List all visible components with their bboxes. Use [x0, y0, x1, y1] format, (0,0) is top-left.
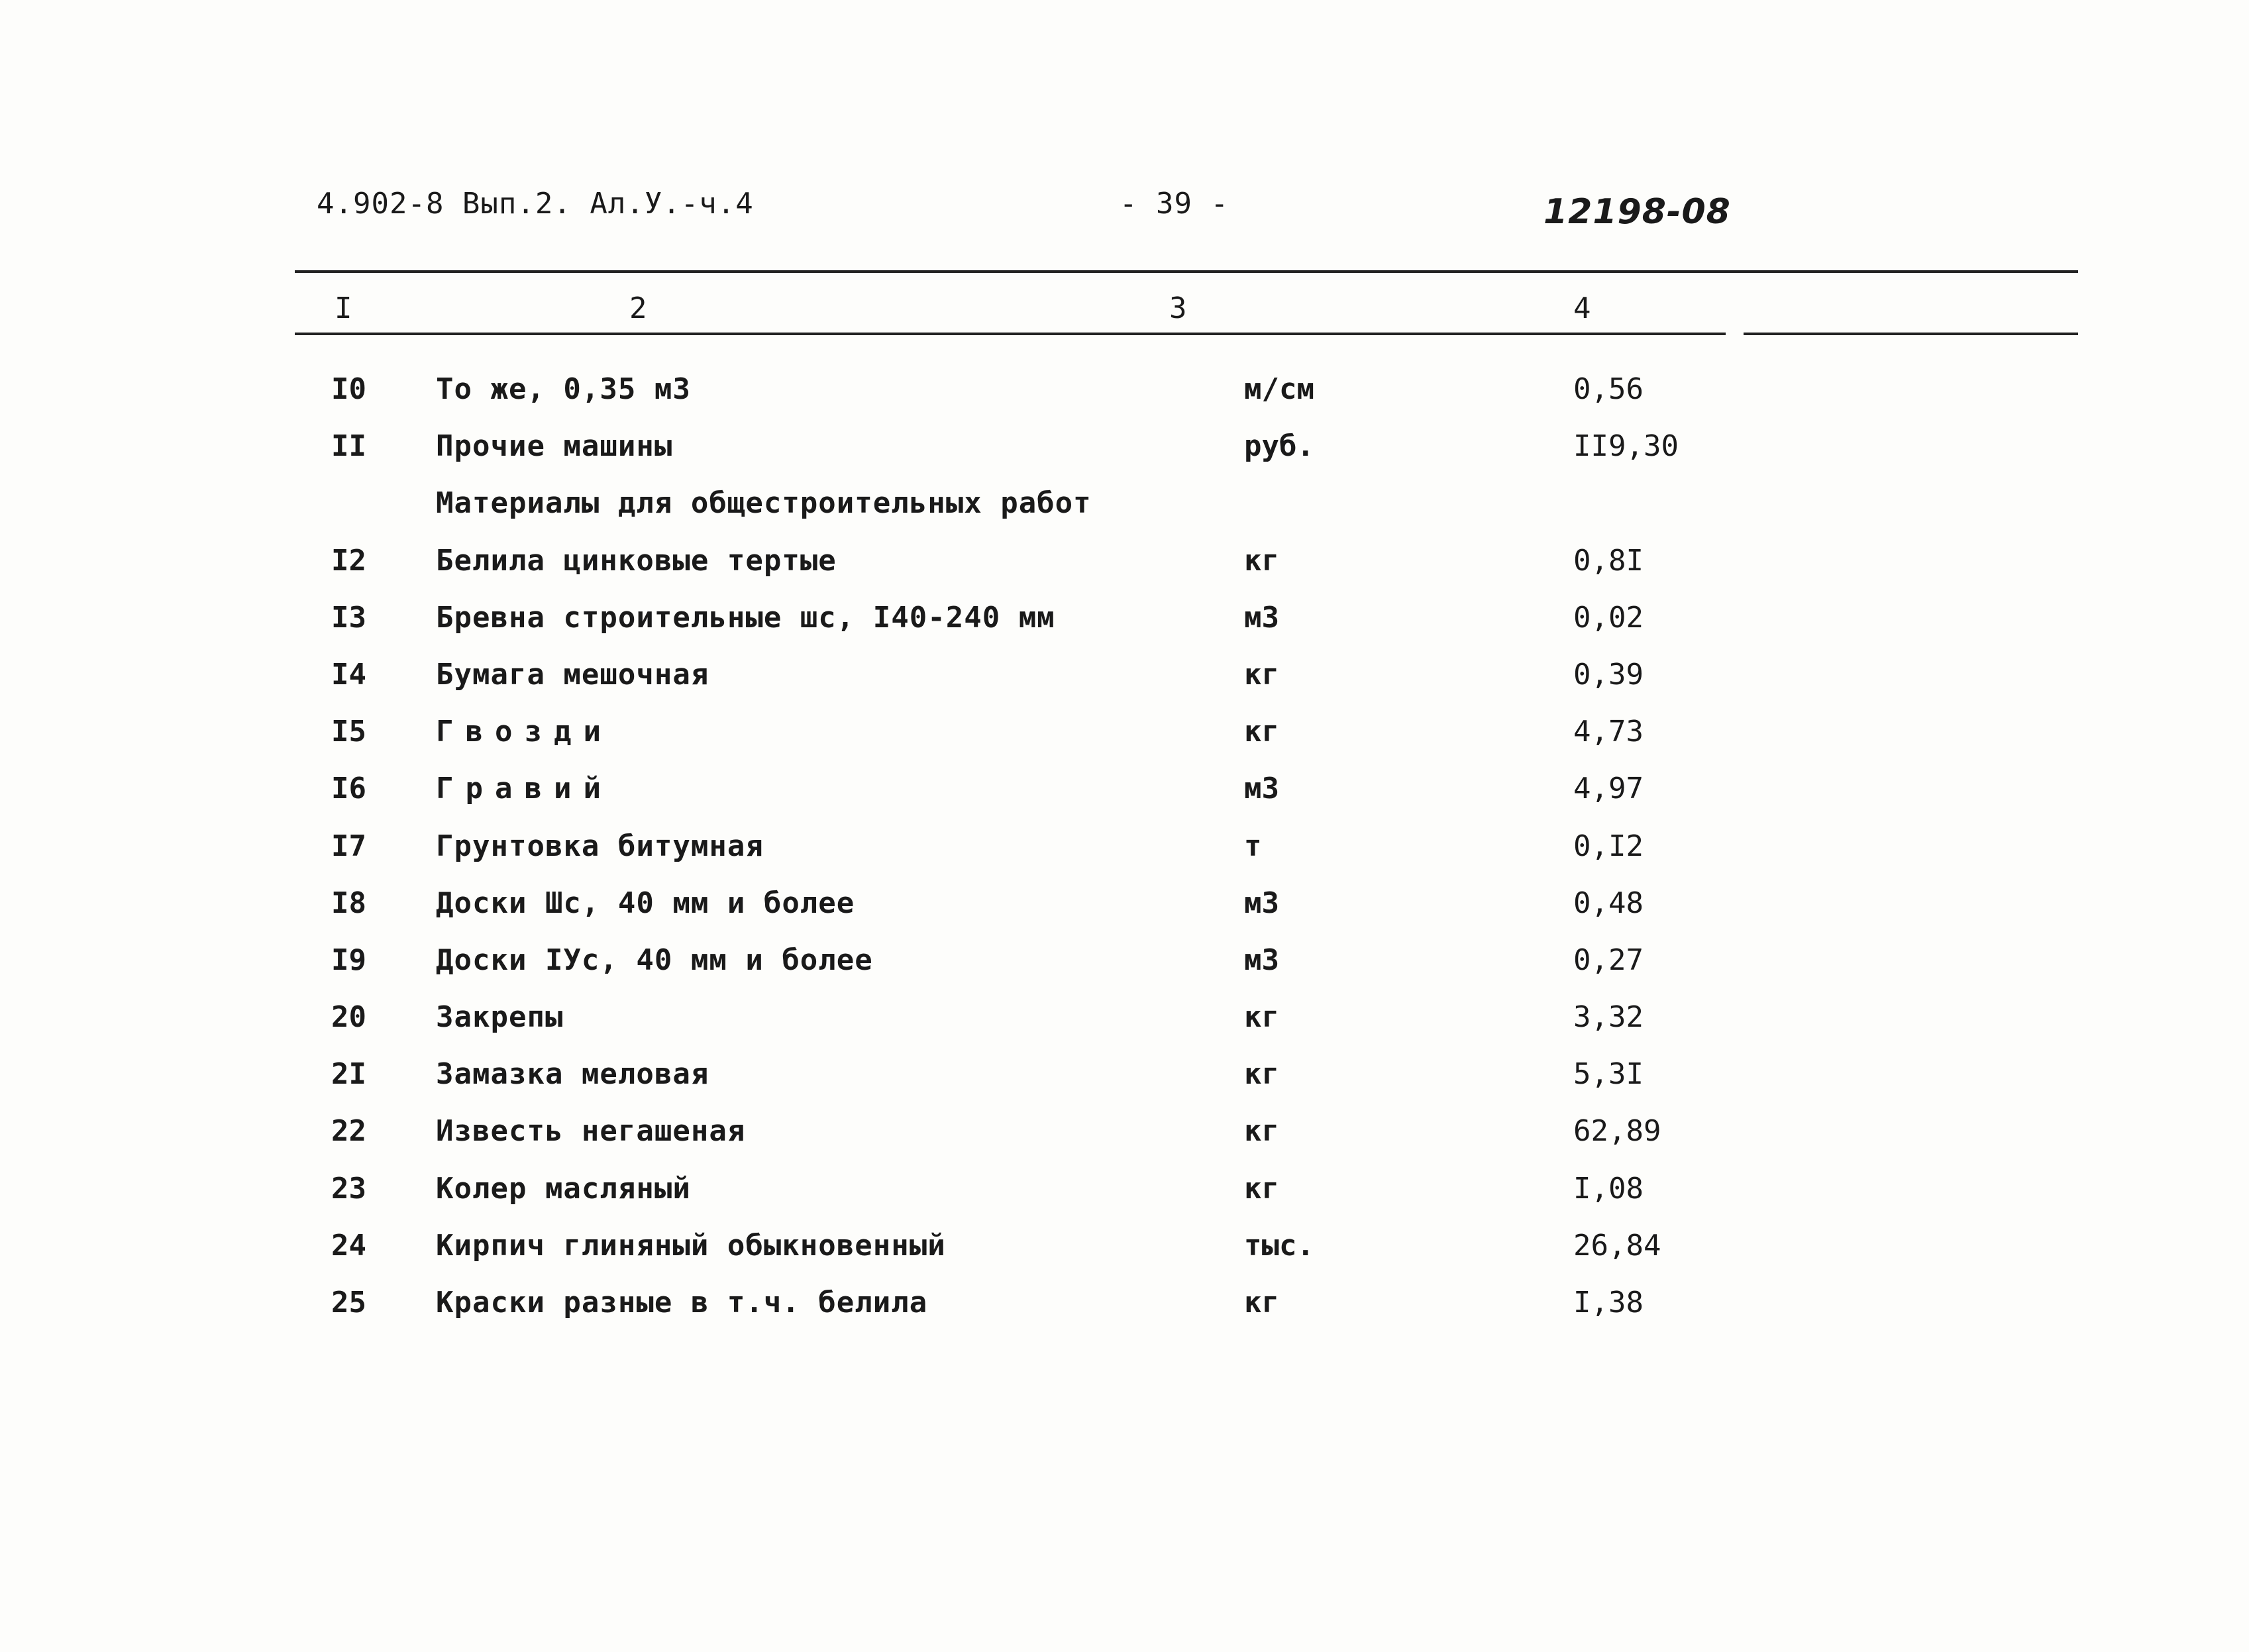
item-name: То же, 0,35 м3 [436, 372, 691, 406]
table-row [0, 715, 2249, 772]
item-unit: кг [1244, 715, 1279, 749]
item-value: 62,89 [1573, 1114, 1661, 1149]
item-name: Колер масляный [436, 1171, 691, 1206]
item-name: Гравий [436, 772, 613, 806]
document-code: 4.902-8 Вып.2. Ал.У.-ч.4 [317, 187, 754, 221]
row-number: I4 [331, 657, 366, 692]
item-value: 0,39 [1573, 657, 1644, 692]
item-value: 5,3I [1573, 1057, 1644, 1092]
item-name: Краски разные в т.ч. белила [436, 1286, 928, 1319]
item-name: Гвозди [436, 715, 613, 749]
table-row [0, 601, 2249, 658]
item-value: 0,02 [1573, 600, 1644, 635]
item-value: 0,56 [1573, 372, 1644, 406]
item-value: 0,I2 [1573, 829, 1644, 863]
row-number: I5 [331, 715, 366, 749]
item-value: I,38 [1573, 1286, 1644, 1319]
table-row [0, 544, 2249, 601]
item-value: 0,8I [1573, 543, 1644, 578]
item-name: Закрепы [436, 1000, 564, 1035]
row-number: I9 [331, 943, 366, 977]
table-row [0, 429, 2249, 486]
item-unit: кг [1244, 1000, 1279, 1035]
item-name: Белила цинковые тертые [436, 543, 837, 578]
item-unit: кг [1244, 1057, 1279, 1092]
item-unit: м3 [1244, 600, 1279, 635]
handwritten-stamp: 12198-08 [1543, 192, 1731, 232]
item-name: Грунтовка битумная [436, 829, 764, 863]
table-row [0, 829, 2249, 886]
item-name: Доски IУс, 40 мм и более [436, 943, 873, 977]
column-header-3: 3 [1169, 291, 1187, 325]
page-number: - 39 - [1120, 187, 1229, 221]
table-row [0, 372, 2249, 429]
header-rule-left [295, 333, 1726, 335]
section-heading-row [0, 486, 2249, 543]
table-row [0, 943, 2249, 1000]
item-unit: кг [1244, 543, 1279, 578]
table-body [0, 372, 2249, 1343]
item-name: Прочие машины [436, 429, 673, 464]
table-row [0, 1286, 2249, 1343]
item-name: Замазка меловая [436, 1057, 709, 1092]
table-row [0, 1229, 2249, 1286]
item-value: 0,27 [1573, 943, 1644, 977]
table-row [0, 658, 2249, 715]
table-row [0, 772, 2249, 829]
table-row [0, 1057, 2249, 1114]
row-number: 23 [331, 1171, 366, 1206]
row-number: 20 [331, 1000, 366, 1035]
item-name: Материалы для общестроительных работ [436, 486, 1092, 521]
item-value: II9,30 [1573, 429, 1679, 464]
item-unit: кг [1244, 1171, 1279, 1206]
item-unit: руб. [1244, 429, 1314, 464]
item-name: Бревна строительные шс, I40-240 мм [436, 600, 1055, 635]
row-number: 22 [331, 1114, 366, 1149]
item-unit: м3 [1244, 943, 1279, 977]
item-value: 26,84 [1573, 1228, 1661, 1263]
table-row [0, 1000, 2249, 1057]
row-number: I0 [331, 372, 366, 406]
header-rule-right [1744, 333, 2078, 335]
table-row [0, 1172, 2249, 1229]
item-unit: тыс. [1244, 1228, 1314, 1263]
item-unit: кг [1244, 657, 1279, 692]
item-name: Кирпич глиняный обыкновенный [436, 1228, 946, 1263]
item-unit: м3 [1244, 886, 1279, 920]
table-row [0, 886, 2249, 943]
item-value: 3,32 [1573, 1000, 1644, 1035]
item-unit: м3 [1244, 772, 1279, 806]
item-unit: кг [1244, 1114, 1279, 1149]
item-value: I,08 [1573, 1171, 1644, 1206]
column-header-4: 4 [1573, 291, 1591, 325]
item-name: Бумага мешочная [436, 657, 709, 692]
table-row [0, 1114, 2249, 1171]
row-number: I8 [331, 886, 366, 920]
top-rule [295, 270, 2078, 273]
item-value: 4,97 [1573, 772, 1644, 806]
row-number: I6 [331, 772, 366, 806]
row-number: I7 [331, 829, 366, 863]
row-number: 24 [331, 1228, 366, 1263]
row-number: I3 [331, 600, 366, 635]
item-unit: м/см [1244, 372, 1314, 406]
row-number: II [331, 429, 366, 464]
column-header-2: 2 [629, 291, 647, 325]
row-number: I2 [331, 543, 366, 578]
item-name: Известь негашеная [436, 1114, 746, 1149]
item-unit: т [1244, 829, 1262, 863]
item-unit: кг [1244, 1286, 1279, 1319]
item-value: 4,73 [1573, 715, 1644, 749]
item-name: Доски Шс, 40 мм и более [436, 886, 855, 920]
item-value: 0,48 [1573, 886, 1644, 920]
row-number: 25 [331, 1286, 366, 1319]
column-header-1: I [335, 291, 352, 325]
row-number: 2I [331, 1057, 366, 1092]
